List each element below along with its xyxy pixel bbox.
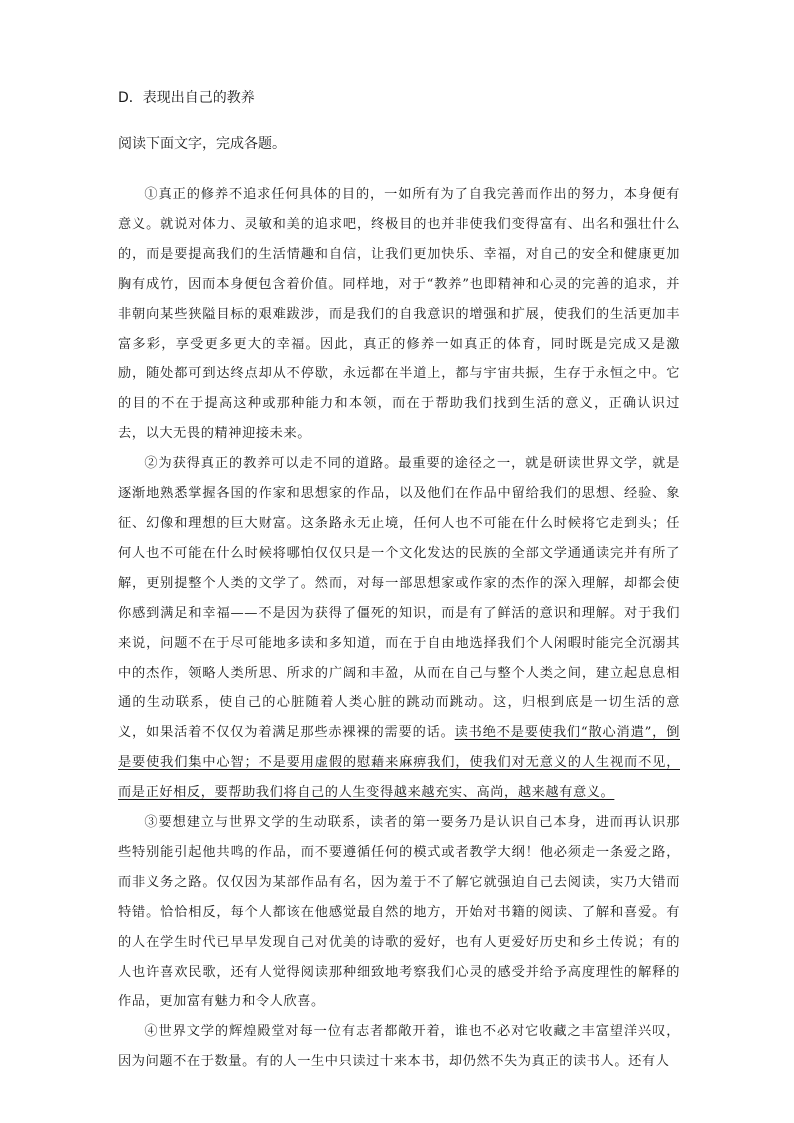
paragraph-4: [118, 1017, 680, 1077]
document-page: [118, 88, 680, 1077]
reading-instruction: 阅读下面文字，完成各题。: [118, 136, 286, 152]
paragraph-3-text: ③要想建立与世界文学的生动联系，读者的第一要务乃是认识自己本身，进而再认识那些特别能引起他共鸣的作品，而不要遵循任何的模式或者教学大纲！他必须走一条爱之路，而非义务之路。仅仅因为某部作品有名，因为羞于不了解它就强迫自己去阅读，实乃大错而特错。恰恰相反，每个人都该在他感觉最自然的地方，开始对书籍的阅读、了解和喜爱。有的人在学生时代已早早发现自己对优美的诗歌的爱好，也有人更爱好历史和乡土传说；有的人也许喜欢民歌，还有人觉得阅读那种细致地考察我们心灵的感受并给予高度理性的解释的作品，更加富有魅力和令人欣喜。: [118, 815, 680, 1010]
option-d: D．表现出自己的教养: [118, 90, 255, 106]
paragraph-2-text: ②为获得真正的教养可以走不同的道路。最重要的途径之一，就是研读世界文学，就是逐渐地熟悉掌握各国的作家和思想家的作品，以及他们在作品中留给我们的思想、经验、象征、幻像和理想的巨大财富。这条路永无止境，任何人也不可能在什么时候将它走到头；任何人也不可能在什么时候将哪怕仅仅只是一个文化发达的民族的全部文学通通读完并有所了解，更别提整个人类的文学了。然而，对每一部思想家或作家的杰作的深入理解，却都会使你感到满足和幸福——不是因为获得了僵死的知识，而是有了鲜活的意识和理解。对于我们来说，问题不在于尽可能地多读和多知道，而在于自由地选择我们个人闲暇时能完全沉溺其中的杰作，领略人类所思、所求的广阔和丰盈，从而在自己与整个人类之间，建立起息息相通的生动联系，使自己的心脏随着人类心脏的跳动而跳动。这，归根到底是一切生活的意义，如果活着不仅仅为着满足那些赤裸裸的需要的话。: [118, 456, 680, 741]
paragraph-2: [118, 449, 680, 808]
paragraph-1-text: ①真正的修养不追求任何具体的目的，一如所有为了自我完善而作出的努力，本身便有意义。就说对体力、灵敏和美的追求吧，终极目的也并非使我们变得富有、出名和强壮什么的，而是要提高我们的生活情趣和自信，让我们更加快乐、幸福，对自己的安全和健康更加胸有成竹，因而本身便包含着价值。同样地，对于“教养”也即精神和心灵的完善的追求，并非朝向某些狭隘目标的艰难跋涉，而是我们的自我意识的增强和扩展，使我们的生活更加丰富多彩，享受更多更大的幸福。因此，真正的修养一如真正的体育，同时既是完成又是激励，随处都可到达终点却从不停歇，永远都在半道上，都与宇宙共振，生存于永恒之中。它的目的不在于提高这种或那种能力和本领，而在于帮助我们找到生活的意义，正确认识过去，以大无畏的精神迎接未来。: [118, 187, 680, 442]
paragraph-4-text: ④世界文学的辉煌殿堂对每一位有志者都敞开着，谁也不必对它收藏之丰富望洋兴叹，因为问题不在于数量。有的人一生中只读过十来本书，却仍然不失为真正的读书人。还有人: [118, 1024, 680, 1070]
paragraph-1: [118, 180, 680, 449]
underlined-sentence: 读书绝不是要使我们“散心消遣”，倒是要使我们集中心智；不是要用虚假的慰藉来麻痹我们，使我们对无意义的人生视而不见，而是正好相反，要帮助我们将自己的人生变得越来越充实、高尚，越来越有意义。: [118, 725, 680, 801]
paragraph-3: [118, 808, 680, 1017]
